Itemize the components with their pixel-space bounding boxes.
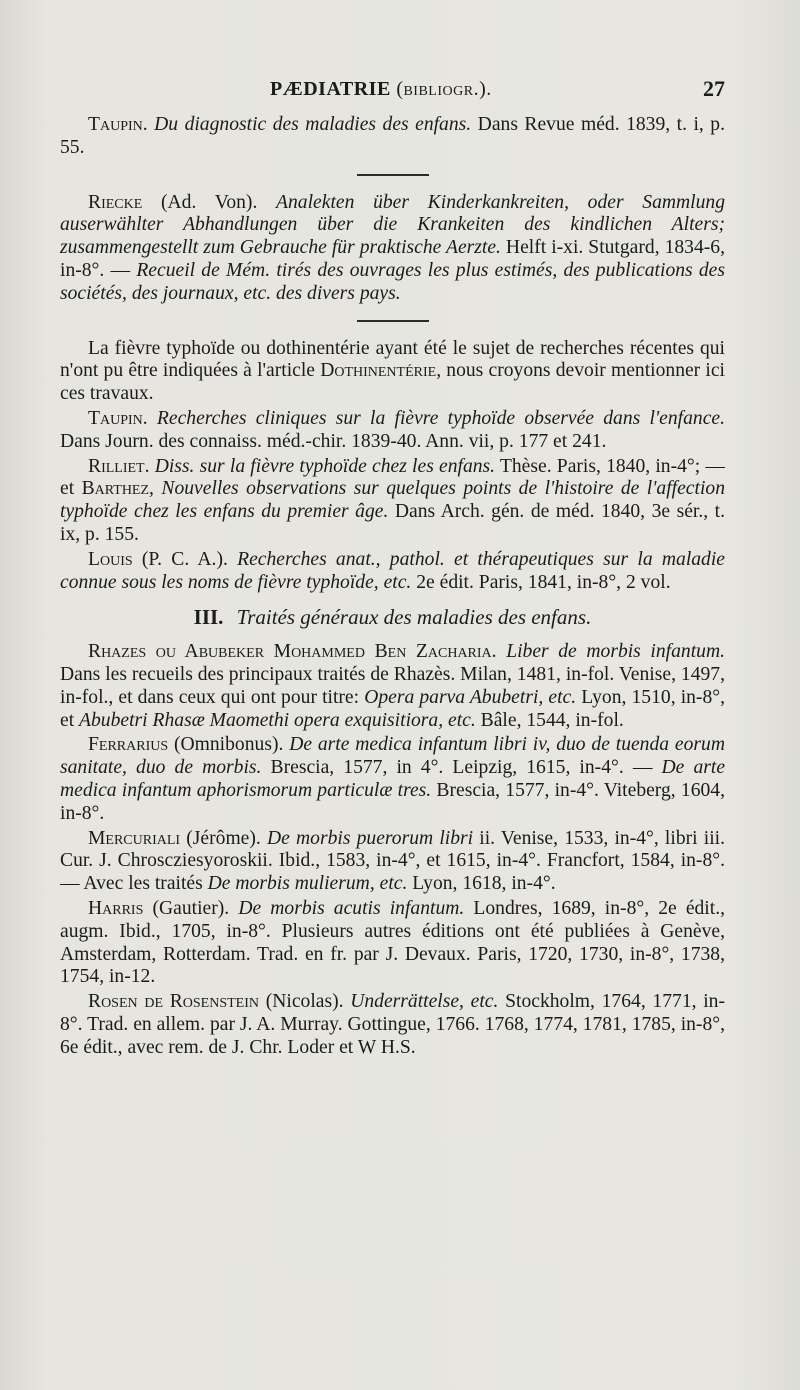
running-head-sub: (bibliogr.). — [396, 78, 492, 100]
entry-author: Rilliet. — [88, 455, 150, 477]
entry-details-secondary: Dans Arch. gén. de méd. 1840, 3e sér., t. ix, p. 155. — [60, 501, 726, 545]
running-head — [270, 78, 492, 101]
bib-entry-rosen — [60, 991, 725, 1059]
bib-entry-rhazes — [60, 641, 725, 732]
section-heading — [60, 606, 725, 629]
entry-title: De morbis puerorum libri — [266, 827, 474, 849]
entry-title: Recherches cliniques sur la fièvre typhoïde observée dans l'enfance. — [147, 407, 725, 429]
entry-title: Recherches anat., pathol. et thérapeutiques sur la maladie connue sous les noms de fièvre typhoïde, etc. — [60, 548, 725, 593]
note-article-ref: Dothinentérie — [320, 360, 437, 382]
section-title: Traités généraux des maladies des enfans. — [236, 605, 592, 630]
entry-details: 2e édit. Paris, 1841, in-8°, 2 vol. — [411, 571, 671, 593]
entry-author: Harris — [88, 897, 144, 919]
entry-author-detail: (P. C. A.). — [132, 548, 238, 570]
separator-rule — [357, 174, 429, 176]
entry-title-secondary: De arte medica infantum aphorismorum particulæ tres. — [60, 757, 726, 801]
entry-author: Taupin. — [88, 114, 148, 135]
page-header — [60, 74, 725, 108]
entry-title: Analekten über Kinderkankreiten, oder Sammlung auserwählter Abhandlungen über die Krankeiten des kindlichen Alters; zusammengestellt zum Gebrauche für praktische Aerzte. — [60, 191, 726, 259]
entry-author: Rhazes ou Abubeker Mohammed Ben Zacharia. — [88, 641, 497, 663]
entry-author-detail: (Omnibonus). — [168, 734, 290, 756]
entry-author-detail: (Jérôme). — [180, 827, 267, 849]
bib-entry-taupin-recherches — [60, 408, 725, 454]
entry-author: Taupin. — [88, 407, 148, 429]
entry-title-secondary: Opera parva Abubetri, etc. — [364, 686, 577, 708]
entry-details: Dans Revue méd. 1839, t. i, p. 55. — [60, 114, 725, 158]
entry-details: Dans Journ. des connaiss. méd.-chir. 1839-40. Ann. vii, p. 177 et 241. — [60, 430, 607, 452]
entry-title-tertiary: Abubetri Rhasæ Maomethi opera exquisitiora, etc. — [79, 709, 476, 731]
entry-author-detail: (Nicolas). — [259, 991, 351, 1013]
entry-coauthor: Barthez — [81, 478, 150, 500]
bib-entry-mercuriali — [60, 828, 725, 896]
entry-title: Liber de morbis infantum. — [496, 641, 725, 663]
entry-author: Riecke — [88, 191, 143, 213]
bib-entry-ferrarius — [60, 734, 725, 825]
entry-title: Diss. sur la fièvre typhoïde chez les enfans. — [149, 455, 496, 477]
entry-title-secondary: Recueil de Mém. tirés des ouvrages les plus estimés, des publications des sociétés, des journaux, etc. des divers pays. — [60, 259, 726, 304]
entry-title-secondary: , Nouvelles observations sur quelques points de l'histoire de l'affection typhoïde chez les enfans du premier âge. — [60, 478, 725, 523]
entry-author: Ferrarius — [88, 734, 169, 756]
bib-entry-riecke — [60, 192, 725, 306]
entry-author: Rosen de Rosenstein — [88, 991, 259, 1013]
entry-title: De arte medica infantum libri iv, duo de tuenda eorum sanitate, duo de morbis. — [60, 734, 725, 779]
bib-entry-taupin-diagnostic — [60, 114, 725, 160]
note-text-end: , nous croyons devoir mentionner ici ces travaux. — [60, 360, 725, 405]
typhoid-note — [60, 338, 725, 406]
entry-details: Dans les recueils des principaux traités de Rhazès. Milan, 1481, in-fol. Venise, 1497, in-fol., et dans ceux qui ont pour titre: — [60, 663, 725, 708]
page-number: 27 — [703, 76, 725, 101]
entry-author: Louis — [88, 548, 133, 570]
bib-entry-harris — [60, 898, 725, 989]
entry-author-detail: (Ad. Von). — [142, 191, 277, 213]
entry-details-tertiary: Bâle, 1544, in-fol. — [475, 709, 624, 731]
bib-entry-rilliet — [60, 456, 725, 547]
entry-title: Underrättelse, etc. — [350, 991, 499, 1013]
entry-details: Thèse. Paris, 1840, in-4°; — et — [60, 455, 725, 500]
entry-title-secondary: De morbis mulierum, etc. — [207, 873, 408, 895]
separator-rule — [357, 320, 429, 322]
entry-author: Mercuriali — [88, 827, 181, 849]
bib-entry-louis — [60, 549, 725, 595]
entry-details: Londres, 1689, in-8°, 2e édit., augm. Ibid., 1705, in-8°. Plusieurs autres éditions ont été publiées à Genève, Amsterdam, Rotterdam. Trad. en fr. par J. Devaux. Paris, 1720, 1730, in-8°, 1738, 1754, in-12. — [60, 897, 725, 988]
entry-title: De morbis acutis infantum. — [238, 897, 465, 919]
note-text-start: La fièvre typhoïde ou dothinentérie ayant été le sujet de recherches récentes qui n'ont pu être indiquées à l'article — [60, 337, 725, 382]
section-numeral: III. — [193, 605, 224, 630]
entry-author-detail: (Gautier). — [143, 897, 239, 919]
entry-details: ii. Venise, 1533, in-4°, libri iii. Cur. J. Chroscziesyoroskii. Ibid., 1583, in-4°, et 1615, in-4°. Francfort, 1584, in-8°. — Avec les traités — [60, 827, 725, 895]
entry-details-secondary: Lyon, 1618, in-4°. — [407, 873, 556, 895]
entry-title: Du diagnostic des maladies des enfans. — [154, 114, 472, 135]
page-body — [60, 114, 725, 1061]
entry-details: Helft i-xi. Stutgard, 1834-6, in-8°. — — [60, 237, 725, 281]
entry-details: Brescia, 1577, in 4°. Leipzig, 1615, in-4°. — — [261, 757, 662, 779]
entry-details-secondary: Lyon, 1510, in-8°, et — [60, 686, 725, 731]
running-head-main: PÆDIATRIE — [270, 78, 391, 100]
entry-details-secondary: Brescia, 1577, in-4°. Viteberg, 1604, in-8°. — [60, 779, 725, 824]
entry-details: Stockholm, 1764, 1771, in-8°. Trad. en allem. par J. A. Murray. Gottingue, 1766. 1768, 1774, 1781, 1785, in-8°, 6e édit., avec rem. de J. Chr. Loder et W H.S. — [60, 991, 725, 1058]
